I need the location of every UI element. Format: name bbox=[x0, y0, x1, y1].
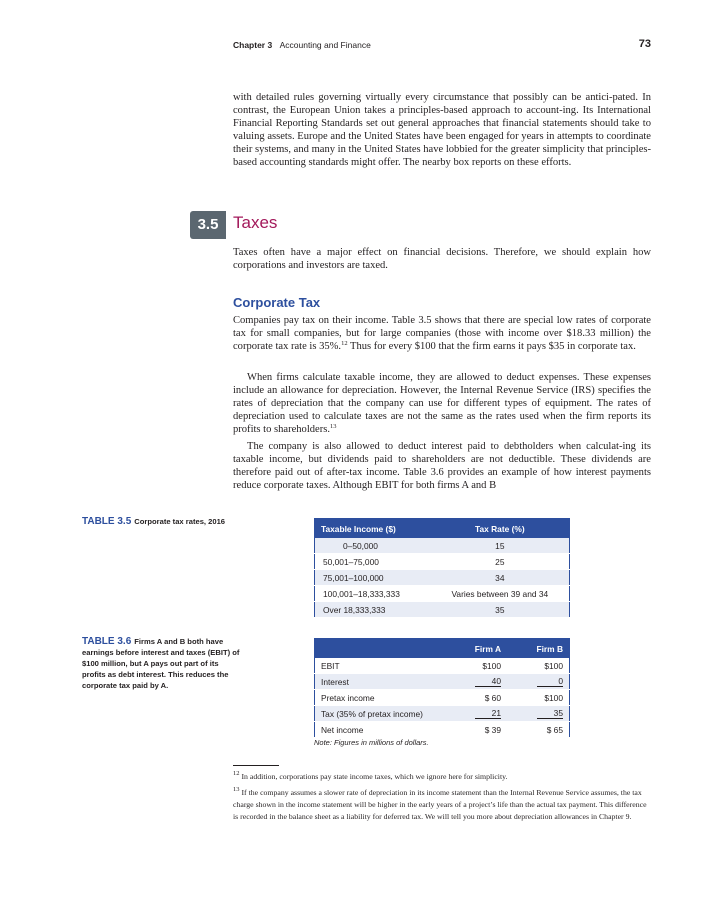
corporate-tax-rates-table bbox=[314, 518, 570, 618]
section-number-badge: 3.5 bbox=[190, 211, 226, 239]
running-header bbox=[233, 40, 651, 54]
table-row: Net income $ 39 $ 65 bbox=[315, 722, 570, 738]
chapter-label: Chapter 3 bbox=[233, 40, 273, 50]
column-header: Firm B bbox=[507, 639, 570, 659]
paragraph-taxes-intro: Taxes often have a major effect on financial decisions. Therefore, we should explain how corporations and investors are taxed. bbox=[233, 247, 651, 272]
paragraph-corporate-tax: Companies pay tax on their income. Table 3.5 shows that there are special low rates of corporate tax for small companies, but for large companies (those with income over $18.33 million) the corporate tax rate is 35%.$^{12}$ Thus for every $100 that the firm earns it pays $35 in corporate tax. bbox=[233, 315, 651, 353]
table-row: EBIT $100 $100 bbox=[315, 658, 570, 674]
paragraph-depreciation: When firms calculate taxable income, they are allowed to deduct expenses. These expenses include an allowance for depreciation. However, the Internal Revenue Service (IRS) specifies the rates of depreciation that the company can use for different types of equipment. The rates of depreciation used to calculate taxes are not the same as the rates used when the firm reports its profits to shareholders.$^{13}$ bbox=[233, 372, 651, 436]
footnote-13: $^{13}$ If the company assumes a slower rate of depreciation in its income statement than the Internal Revenue Service assumes, the tax charge shown in the income statement will be higher in the early years of a project’s life than the actual tax payment. This difference is recorded in the balance sheet as a liability for deferred tax. We will tell you more about depreciation allowances in Chapter 9. bbox=[233, 786, 647, 821]
paragraph-interest: The company is also allowed to deduct interest paid to debtholders when calculat-ing its taxable income, but dividends paid to shareholders are not deductible. These dividends are therefore paid out of after-tax income. Table 3.6 provides an example of how interest payments reduce corporate taxes. Although EBIT for both firms A and B bbox=[233, 441, 651, 492]
table-row: Over 18,333,333 35 bbox=[315, 602, 570, 618]
table-3-5-caption: TABLE 3.5 Corporate tax rates, 2016 bbox=[82, 516, 226, 527]
table-row: Tax (35% of pretax income) 21 35 bbox=[315, 706, 570, 722]
table-row: 100,001–18,333,333 Varies between 39 and 34 bbox=[315, 586, 570, 602]
column-header: Taxable Income ($) bbox=[315, 519, 431, 539]
subheading-corporate-tax: Corporate Tax bbox=[233, 295, 321, 310]
column-header: Tax Rate (%) bbox=[431, 519, 570, 539]
table-label: TABLE 3.6 bbox=[82, 636, 132, 647]
table-row: Pretax income $ 60 $100 bbox=[315, 690, 570, 706]
table-3-6-caption: TABLE 3.6 Firms A and B both have earnings before interest and taxes (EBIT) of $100 million, but A pays out part of its profits as debt interest. This reduces the corporate tax paid by A. bbox=[82, 636, 240, 690]
footnote-12: $^{12}$ In addition, corporations pay state income taxes, which we ignore here for simplicity. bbox=[233, 770, 508, 781]
chapter-title: Accounting and Finance bbox=[279, 40, 371, 50]
column-header: Firm A bbox=[435, 639, 507, 659]
table-row: Interest 40 0 bbox=[315, 674, 570, 690]
table-row: 0–50,000 15 bbox=[315, 538, 570, 554]
table-row: 75,001–100,000 34 bbox=[315, 570, 570, 586]
table-note: Note: Figures in millions of dollars. bbox=[314, 738, 429, 747]
paragraph-intro: with detailed rules governing virtually every circumstance that possibly can be antici-pated. In contrast, the European Union takes a principles-based approach to account-ing. Its International Financial Reporting Standards set out general approaches that financial statements should take to valuing assets. Europe and the United States have been engaged for years in attempts to coordinate their systems, and many in the United States have lobbied for the greater simplicity that principles-based accounting standards might offer. The nearby box reports on these efforts. bbox=[233, 92, 651, 169]
column-header bbox=[315, 639, 436, 659]
section-title: Taxes bbox=[233, 213, 278, 232]
table-row: 50,001–75,000 25 bbox=[315, 554, 570, 570]
page-number: 73 bbox=[638, 38, 651, 50]
firms-a-b-table bbox=[314, 638, 570, 738]
footnote-divider bbox=[233, 765, 279, 766]
table-label: TABLE 3.5 bbox=[82, 516, 132, 527]
